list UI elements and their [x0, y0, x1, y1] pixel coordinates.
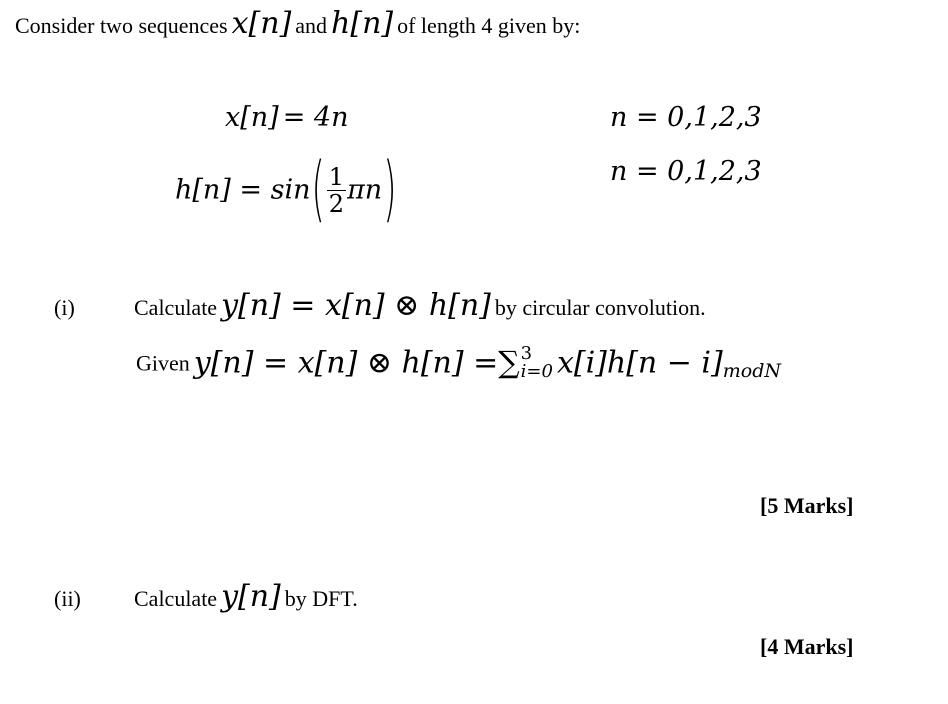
part-ii-calc-word: Calculate: [134, 586, 218, 611]
intro-x-sequence: x[n]: [231, 6, 292, 41]
h-left-paren: (: [311, 148, 325, 233]
x-definition: [225, 98, 348, 142]
intro-h-sequence: h[n]: [331, 6, 394, 41]
intro-and-word: and: [295, 13, 328, 38]
part-i-calc-word: Calculate: [134, 295, 218, 320]
h-definition: [175, 148, 397, 233]
part-i-calc-expression: y[n] = x[n] ⊗ h[n]: [221, 288, 491, 323]
part-i-given-word: Given: [136, 350, 190, 376]
summation-body: x[i]h[n − i]: [556, 345, 723, 381]
h-def-lhs: h[n] = sin: [175, 174, 311, 206]
x-range-text: n = 0,1,2,3: [610, 102, 762, 133]
intro-text-after: of length 4 given by:: [397, 13, 581, 38]
h-range-text: n = 0,1,2,3: [610, 156, 762, 187]
h-fraction-numerator: 1: [328, 162, 345, 191]
part-i-given-expression: y[n] = x[n] ⊗ h[n] =: [193, 345, 499, 381]
intro-text-before: Consider two sequences: [15, 13, 228, 38]
part-i-calc-after: by circular convolution.: [494, 295, 706, 320]
part-i-label: (i): [54, 295, 75, 320]
summation-limits: [521, 345, 553, 381]
intro-line: [15, 4, 580, 49]
h-fraction-denominator: 2: [328, 189, 345, 218]
part-ii-question: [134, 577, 358, 622]
h-range: [610, 152, 762, 196]
summation-lower-limit: i=0: [520, 361, 553, 383]
part-i-given: [136, 338, 781, 386]
h-right-paren: ): [383, 148, 397, 233]
part-ii-label: (ii): [54, 586, 81, 611]
part-ii-calc-after: by DFT.: [284, 586, 358, 611]
h-def-after-fraction: πn: [347, 174, 383, 206]
part-ii-calc-expression: y[n]: [221, 579, 281, 614]
part-i-question: [134, 286, 706, 331]
summation-icon: ∑: [498, 345, 520, 381]
h-fraction: [327, 162, 346, 218]
summation-mod-subscript: modN: [722, 360, 781, 382]
part-i-marks: [5 Marks]: [760, 493, 854, 518]
x-range: [610, 98, 762, 142]
x-def-lhs: x[n]: [225, 102, 279, 133]
x-def-rhs: = 4n: [282, 102, 349, 133]
part-ii-marks: [4 Marks]: [760, 634, 854, 659]
summation-upper-limit: 3: [520, 343, 533, 365]
